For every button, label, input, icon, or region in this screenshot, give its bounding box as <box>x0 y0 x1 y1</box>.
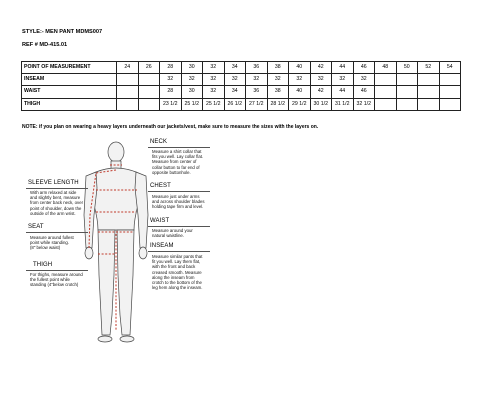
header-size-cell: 38 <box>267 62 289 74</box>
thigh-description-line: standing (4"below crotch) <box>30 282 79 288</box>
table-cell: 32 <box>246 74 268 86</box>
neck-description-line: Measure from center of <box>152 159 197 165</box>
table-cell: 28 1/2 <box>267 98 289 110</box>
sleeve-description-line: and slightly bent, measure <box>30 195 81 201</box>
table-cell: 32 <box>160 74 182 86</box>
header-size-cell: 52 <box>418 62 440 74</box>
table-cell: 34 <box>224 86 246 98</box>
thigh-description <box>30 272 83 288</box>
inseam-description-line: fit you well. Lay them flat, <box>152 259 201 265</box>
header-size-cell: 28 <box>160 62 182 74</box>
table-cell: 26 1/2 <box>224 98 246 110</box>
layering-note: NOTE: if you plan on wearing a heavy layers underneath our jackets/vest, make sure to measure the sizes with the layers on. <box>22 124 319 130</box>
table-cell: 32 <box>310 74 332 86</box>
inseam-description-line: crotch to the bottom of the <box>152 280 202 286</box>
table-cell: 23 1/2 <box>160 98 182 110</box>
table-cell: 32 <box>203 86 225 98</box>
inseam-description-line: creased smooth. Measure <box>152 269 202 275</box>
sleeve-rule <box>26 188 88 189</box>
inseam-label: INSEAM <box>150 243 174 249</box>
ref-number: REF # MD-415.01 <box>22 42 68 48</box>
row-label: INSEAM <box>22 74 117 86</box>
table-cell: 32 <box>267 74 289 86</box>
sleeve-description-line: from center back neck, over <box>30 200 84 206</box>
table-cell: 36 <box>246 86 268 98</box>
header-size-cell: 32 <box>203 62 225 74</box>
chest-description-line: and across shoulder blades <box>152 199 205 205</box>
neck-label: NECK <box>150 139 168 145</box>
table-cell: 28 <box>160 86 182 98</box>
table-cell: 30 <box>181 86 203 98</box>
table-cell: 38 <box>267 86 289 98</box>
figure-left-hand <box>85 247 93 259</box>
table-cell: 44 <box>332 86 354 98</box>
header-size-cell: 44 <box>332 62 354 74</box>
table-cell: 32 <box>289 74 311 86</box>
header-size-cell: 48 <box>375 62 397 74</box>
header-size-cell: 24 <box>117 62 139 74</box>
seat-description-line: Measure around fullest <box>30 235 74 240</box>
neck-description-line: Measure a shirt collar that <box>152 149 202 154</box>
table-cell: 27 1/2 <box>246 98 268 110</box>
thigh-description-line: the fullest point while <box>30 277 70 283</box>
table-cell: 25 1/2 <box>203 98 225 110</box>
header-size-cell: 46 <box>353 62 375 74</box>
neck-rule <box>148 147 210 148</box>
figure-torso <box>94 168 138 230</box>
figure-right-leg <box>117 230 134 335</box>
table-cell: 32 <box>332 74 354 86</box>
inseam-rule <box>148 251 210 252</box>
sleeve-length-description <box>30 190 83 216</box>
figure-right-hand <box>139 247 147 259</box>
neck-description-line: collar button to far end of <box>152 164 200 170</box>
chest-rule <box>148 191 210 192</box>
row-label: THIGH <box>22 98 117 110</box>
figure-left-leg <box>98 230 115 335</box>
table-cell: 42 <box>310 86 332 98</box>
seat-description-line: point while standing. <box>30 240 69 246</box>
sleeve-description-line: With arm relaxed at side <box>30 190 77 195</box>
figure-head <box>108 142 124 162</box>
table-cell: 32 <box>224 74 246 86</box>
header-size-cell: 30 <box>181 62 203 74</box>
inseam-description <box>152 254 202 290</box>
neck-description-line: fits you well. Lay collar flat. <box>152 154 204 160</box>
waist-description-line: natural waistline. <box>152 233 185 239</box>
seat-description-line: (8" below waist) <box>30 245 61 251</box>
seat-label: SEAT <box>28 224 44 230</box>
header-size-cell: 54 <box>439 62 461 74</box>
neck-description <box>152 149 203 175</box>
inseam-description-line: Measure similar pants that <box>152 254 203 259</box>
waist-description <box>152 228 193 238</box>
thigh-description-line: For thighs, measure around <box>30 272 83 277</box>
table-cell: 29 1/2 <box>289 98 311 110</box>
thigh-label: THIGH <box>33 262 53 268</box>
header-size-cell: 50 <box>396 62 418 74</box>
chest-description-line: Measure just under arms <box>152 194 200 199</box>
inseam-description-line: along the inseam from <box>152 274 195 280</box>
table-cell: 32 <box>181 74 203 86</box>
table-cell: 32 1/2 <box>353 98 375 110</box>
style-title: STYLE:- MEN PANT MDMS007 <box>22 29 103 35</box>
sleeve-description-line: point of shoulder, down the <box>30 205 82 211</box>
seat-rule <box>26 232 88 233</box>
inseam-description-line: leg hem along the inseam. <box>152 285 203 291</box>
thigh-rule <box>26 270 88 271</box>
table-cell: 46 <box>353 86 375 98</box>
seat-description <box>30 235 74 251</box>
chest-description <box>152 194 205 210</box>
waist-label: WAIST <box>150 218 170 224</box>
chest-description-line: holding tape firm and level. <box>152 204 204 210</box>
header-size-cell: 36 <box>246 62 268 74</box>
neck-description-line: opposite buttonhole. <box>152 169 191 175</box>
waist-rule <box>148 226 210 227</box>
header-size-cell: 26 <box>138 62 160 74</box>
header-size-cell: 40 <box>289 62 311 74</box>
figure-left-foot <box>98 336 112 342</box>
table-cell: 32 <box>203 74 225 86</box>
waist-description-line: Measure around your <box>152 228 193 233</box>
row-label: WAIST <box>22 86 117 98</box>
inseam-description-line: with the front and back <box>152 264 196 270</box>
header-size-cell: 34 <box>224 62 246 74</box>
table-cell: 32 <box>353 74 375 86</box>
table-cell: 25 1/2 <box>181 98 203 110</box>
sleeve-description-line: outside of the arm wrist. <box>30 210 76 216</box>
table-cell: 40 <box>289 86 311 98</box>
chest-label: CHEST <box>150 183 171 189</box>
figure-right-foot <box>120 336 134 342</box>
table-cell: 31 1/2 <box>332 98 354 110</box>
sleeve-length-label: SLEEVE LENGTH <box>28 180 79 186</box>
header-size-cell: 42 <box>310 62 332 74</box>
header-point-of-measurement: POINT OF MEASUREMENT <box>22 62 117 74</box>
table-cell: 30 1/2 <box>310 98 332 110</box>
